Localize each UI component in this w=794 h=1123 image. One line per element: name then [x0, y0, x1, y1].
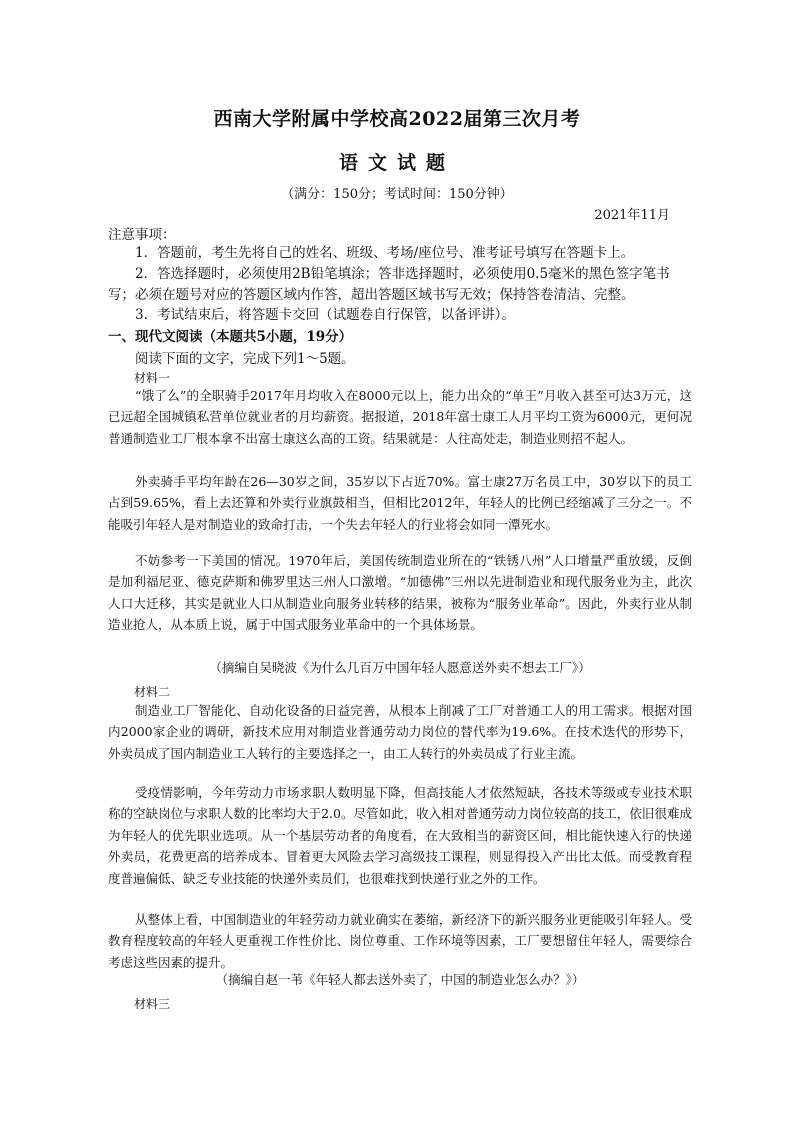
- note-item-1: 1．答题前，考生先将自己的姓名、班级、考场/座位号、准考证号填写在答题卡上。: [135, 245, 635, 261]
- material-1-paragraph: “饿了么”的全职骑手2017年月均收入在8000元以上，能力出众的“单王”月收入甚至可达3万元，这已远超全国城镇私营单位就业者的月均薪资。据报道，2018年富士康工人月平均工资为6000元，更何况普通制造业工厂根本拿不出富士康这么高的工资。结果就是：人往高处走，制造业则招不起人。: [108, 388, 692, 446]
- material-1-paragraph: 外卖骑手平均年龄在26—30岁之间，35岁以下占近70%。富士康27万名员工中，30岁以下的员工占到59.65%，看上去还算和外卖行业旗鼓相当，但相比2012年，年轻人的比例已经缩减了三分之一。不能吸引年轻人是对制造业的致命打击，一个失去年轻人的行业将会如同一潭死水。: [108, 474, 692, 532]
- note-item-3: 3．考试结束后，将答题卡交回（试题卷自行保管，以备评讲）。: [135, 307, 515, 323]
- material-2-source: （摘编自赵一苇《年轻人都去送外卖了，中国的制造业怎么办？》）: [215, 972, 585, 987]
- material-1-source: （摘编自吴晓波《为什么几百万中国年轻人愿意送外卖不想去工厂》）: [209, 660, 591, 675]
- material-2-paragraph: 受疫情影响，今年劳动力市场求职人数明显下降，但高技能人才依然短缺，各技术等级或专业技术职称的空缺岗位与求职人数的比率均大于2.0。尽管如此，收入相对普通劳动力岗位较高的技工，依旧很难成为年轻人的优先职业选项。从一个基层劳动者的角度看，在大致相当的薪资区间，相比能快速入行的快递外卖员，花费更高的培养成本、冒着更大风险去学习高级技工课程，则显得投入产出比太低。而受教育程度普遍偏低、缺乏专业技能的快递外卖员们，也很难找到快递行业之外的工作。: [108, 785, 692, 886]
- section-heading: 一、现代文阅读（本题共5小题，19分）: [108, 329, 353, 345]
- exam-title: 西南大学附属中学校高2022届第三次月考: [213, 108, 581, 130]
- subject-title: 语文试题: [338, 152, 455, 174]
- exam-date: 2021年11月: [594, 208, 670, 223]
- material-1-label: 材料一: [134, 371, 171, 385]
- material-3-label: 材料三: [134, 997, 171, 1011]
- section-instruction: 阅读下面的文字，完成下列1～5题。: [135, 351, 355, 367]
- exam-meta: （满分：150分；考试时间：150分钟）: [281, 187, 513, 202]
- material-2-paragraph: 从整体上看，中国制造业的年轻劳动力就业确实在萎缩，新经济下的新兴服务业更能吸引年轻人。受教育程度较高的年轻人更重视工作性价比、岗位尊重、工作环境等因素，工厂要想留住年轻人，需要综合考虑这些因素的提升。: [108, 912, 692, 970]
- material-2-label: 材料二: [134, 685, 171, 699]
- material-1-paragraph: 不妨参考一下美国的情况。1970年后，美国传统制造业所在的“铁锈八州”人口增量严重放缓，反倒是加利福尼亚、德克萨斯和佛罗里达三州人口激增。“加德佛”三州以先进制造业和现代服务业为主，此次人口大迁移，其实是就业人口从制造业向服务业转移的结果，被称为“服务业革命”。因此，外卖行业从制造业抢人，从本质上说，属于中国式服务业革命中的一个具体场景。: [108, 553, 692, 633]
- note-item-2: 2．答选择题时，必须使用2B铅笔填涂；答非选择题时，必须使用0.5毫米的黑色签字笔书写；必须在题号对应的答题区域内作答，超出答题区域书写无效；保持答卷清洁、完整。: [108, 266, 670, 303]
- material-2-paragraph: 制造业工厂智能化、自动化设备的日益完善，从根本上削减了工厂对普通工人的用工需求。根据对国内2000家企业的调研，新技术应用对制造业普通劳动力岗位的替代率为19.6%。在技术迭代的形势下，外卖员成了国内制造业工人转行的主要选择之一，由工人转行的外卖员成了行业主流。: [108, 703, 692, 761]
- notes-heading: 注意事项：: [108, 227, 176, 243]
